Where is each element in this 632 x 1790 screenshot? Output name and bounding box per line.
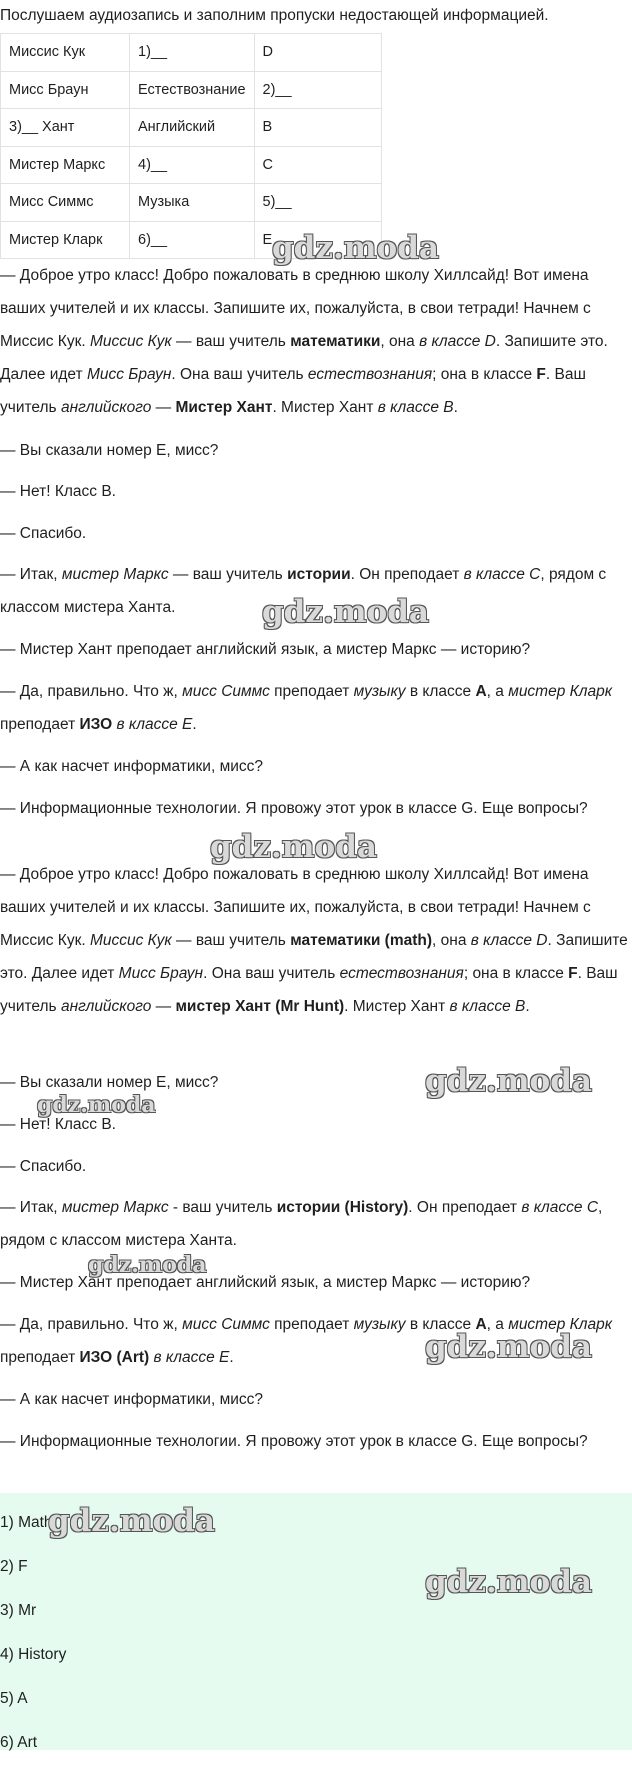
answer-item: 3) Mr [0,1602,37,1619]
dialog2-paragraph: — А как насчет информатики, мисс? [0,1391,264,1408]
answer-item: 6) Art [0,1734,38,1751]
dialog2-paragraph: — Вы сказали номер E, мисс? [0,1074,219,1091]
table-cell: D [254,34,381,72]
dialog2-paragraph: — Доброе утро класс! Добро пожаловать в среднюю школу Хиллсайд! Вот имена ваших учителей и их классы. Запишите их, пожалуйста, в свои тетради! Начнем с Миссис Кук. Миссис Кук — ваш учитель математики (math), она в классе D. Запишите это. Далее идет Мисс Браун. Она ваш учитель естествознания; она в классе F. Ваш учитель английского — мистер Хант (Mr Hunt). Мистер Хант в классе B. [0,866,632,1015]
dialog1-paragraph: — Мистер Хант преподает английский язык, а мистер Маркс — историю? [0,641,531,658]
dialog2-paragraph: — Итак, мистер Маркс - ваш учитель истории (History). Он преподает в классе C, рядом с классом мистера Ханта. [0,1199,607,1249]
dialog1-paragraph: — Вы сказали номер E, мисс? [0,442,219,459]
watermark-logo: gdz.moda [210,829,377,865]
table-row [1,184,382,222]
watermark-logo: gdz.moda [272,230,439,266]
watermark-logo: gdz.moda [48,1503,215,1539]
intro-text: Послушаем аудиозапись и заполним пропуски недостающей информацией. [0,7,549,24]
dialog1-paragraph: — Доброе утро класс! Добро пожаловать в среднюю школу Хиллсайд! Вот имена ваших учителей и их классы. Запишите их, пожалуйста, в свои тетради! Начнем с Миссис Кук. Миссис Кук — ваш учитель математики, она в классе D. Запишите это. Далее идет Мисс Браун. Она ваш учитель естествознания; она в классе F. Ваш учитель английского — Мистер Хант. Мистер Хант в классе B. [0,267,613,416]
table-cell: Мистер Кларк [1,221,130,259]
watermark-logo: gdz.moda [37,1092,156,1118]
dialog1-paragraph: — А как насчет информатики, мисс? [0,758,264,775]
table-cell: 5)__ [254,184,381,222]
table-cell: B [254,109,381,147]
table-cell: 2)__ [254,71,381,109]
table-cell: E [254,221,381,259]
answer-item: 1) Math [0,1514,53,1531]
dialog1-paragraph: — Нет! Класс B. [0,483,116,500]
dialog2-paragraph: — Мистер Хант преподает английский язык, а мистер Маркс — историю? [0,1274,531,1291]
answer-item: 2) F [0,1558,28,1575]
watermark-logo: gdz.moda [88,1252,207,1278]
table-row [1,71,382,109]
dialog1-paragraph: — Информационные технологии. Я провожу этот урок в классе G. Еще вопросы? [0,800,588,817]
table-cell: 6)__ [130,221,255,259]
table-cell: Музыка [130,184,255,222]
dialog2-paragraph: — Информационные технологии. Я провожу этот урок в классе G. Еще вопросы? [0,1433,588,1450]
table-cell: 4)__ [130,146,255,184]
dialog2-paragraph: — Да, правильно. Что ж, мисс Симмс преподает музыку в классе A, а мистер Кларк преподает ИЗО (Art) в классе E. [0,1316,617,1366]
dialog2-paragraph: — Спасибо. [0,1158,87,1175]
dialog2-paragraph: — Нет! Класс B. [0,1116,116,1133]
table-row [1,34,382,72]
table-cell: 3)__ Хант [1,109,130,147]
watermark-logo: gdz.moda [262,594,429,630]
table-cell: Мисс Симмс [1,184,130,222]
watermark-logo: gdz.moda [425,1564,592,1600]
table-cell: 1)__ [130,34,255,72]
watermark-logo: gdz.moda [425,1063,592,1099]
table-cell: Мисс Браун [1,71,130,109]
teachers-table [0,33,382,259]
dialog1-paragraph: — Спасибо. [0,525,87,542]
watermark-logo: gdz.moda [425,1329,592,1365]
table-cell: C [254,146,381,184]
table-cell: Мистер Маркс [1,146,130,184]
table-cell: Английский [130,109,255,147]
dialog1-paragraph: — Да, правильно. Что ж, мисс Симмс преподает музыку в классе A, а мистер Кларк преподает ИЗО в классе E. [0,683,617,733]
table-cell: Естествознание [130,71,255,109]
answer-item: 4) History [0,1646,67,1663]
table-row [1,109,382,147]
answer-item: 5) A [0,1690,28,1707]
dialog1-paragraph: — Итак, мистер Маркс — ваш учитель истории. Он преподает в классе C, рядом с классом мистера Ханта. [0,566,611,616]
table-cell: Миссис Кук [1,34,130,72]
table-row [1,146,382,184]
